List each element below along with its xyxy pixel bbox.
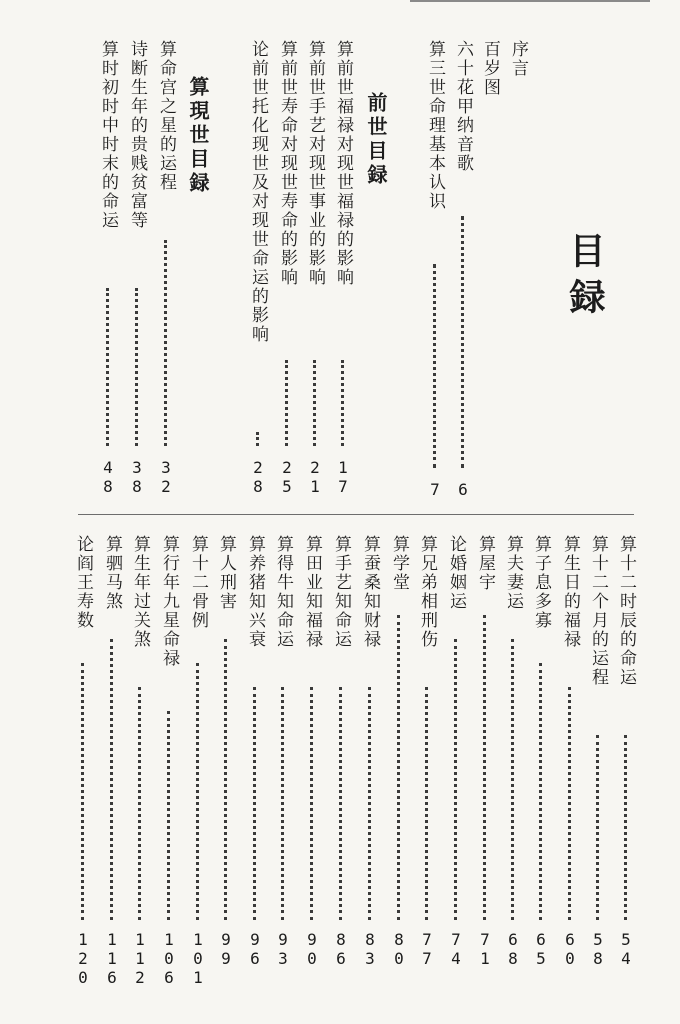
page-number: 1 1 6: [107, 930, 117, 987]
leader-dots: [224, 639, 227, 920]
toc-entry: [615, 535, 637, 990]
toc-entry: [158, 535, 180, 990]
page-number: 3 2: [161, 458, 171, 496]
toc-entry: [332, 40, 354, 518]
toc-entry-title: 算十二个月的运程: [588, 535, 608, 687]
toc-entry-title: 算屋宇: [475, 535, 495, 592]
toc-entry: [445, 535, 467, 990]
toc-entry: [101, 535, 123, 990]
leader-dots: [281, 687, 284, 920]
toc-entry-title: 算田业知福禄: [302, 535, 322, 649]
toc-entry-title: 算生年过关煞: [130, 535, 150, 649]
toc-entry: [359, 535, 381, 990]
toc-entry-title: 算生日的福禄: [560, 535, 580, 649]
page-number: 9 6: [250, 930, 260, 968]
page-number: 7 1: [480, 930, 490, 968]
leader-dots: [511, 639, 514, 920]
toc-entry: [72, 535, 94, 990]
toc-entry-title: 算得牛知命运: [273, 535, 293, 649]
leader-dots: [461, 216, 464, 468]
page-number: 3 8: [132, 458, 142, 496]
leader-dots: [313, 360, 316, 446]
leader-dots: [596, 735, 599, 920]
toc-entry-title: 论前世托化现世及对现世命运的影响: [248, 40, 268, 344]
toc-entry: [247, 40, 269, 518]
page-number: 6 5: [536, 930, 546, 968]
toc-entry: [474, 535, 496, 990]
toc-entry: [129, 535, 151, 990]
page-number: 5 8: [593, 930, 603, 968]
toc-entry-title: 算前世寿命对现世寿命的影响: [277, 40, 297, 287]
toc-entry: [530, 535, 552, 990]
page-number: 8 6: [336, 930, 346, 968]
leader-dots: [454, 639, 457, 920]
leader-dots: [425, 687, 428, 920]
page-number: 7: [430, 480, 440, 499]
page-number: 9 9: [221, 930, 231, 968]
page-number: 6: [458, 480, 468, 499]
toc-entry-title: 诗断生年的贵贱贫富等: [127, 40, 147, 230]
page-number: 1 0 1: [193, 930, 203, 987]
leader-dots: [253, 687, 256, 920]
toc-entry: [559, 535, 581, 990]
toc-entry: [304, 40, 326, 518]
page-number: 7 4: [451, 930, 461, 968]
toc-entry-title: 序言: [508, 40, 528, 78]
page-number: 4 8: [103, 458, 113, 496]
toc-entry: [187, 535, 209, 990]
leader-dots: [433, 264, 436, 468]
toc-entry: [126, 40, 148, 518]
toc-entry: [388, 535, 410, 990]
toc-entry-title: 算行年九星命禄: [159, 535, 179, 668]
toc-entry-title: 算三世命理基本认识: [425, 40, 445, 211]
toc-entry-title: 算驷马煞: [102, 535, 122, 611]
leader-dots: [368, 687, 371, 920]
leader-dots: [167, 711, 170, 920]
scan-edge-line: [410, 0, 650, 2]
page-number: 9 3: [278, 930, 288, 968]
page-number: 1 2 0: [78, 930, 88, 987]
page-number: 2 1: [310, 458, 320, 496]
leader-dots: [135, 288, 138, 446]
toc-entry-title: 算养猪知兴衰: [245, 535, 265, 649]
toc-entry-title: 论婚姻运: [446, 535, 466, 611]
leader-dots: [483, 615, 486, 920]
leader-dots: [397, 615, 400, 920]
page-number: 9 0: [307, 930, 317, 968]
toc-entry: [330, 535, 352, 990]
toc-entry: [424, 40, 446, 540]
toc-entry: [416, 535, 438, 990]
present-life-heading: 算現世目録: [186, 76, 210, 196]
page-number: 5 4: [621, 930, 631, 968]
leader-dots: [624, 735, 627, 920]
leader-dots: [110, 639, 113, 920]
page-number: 2 5: [282, 458, 292, 496]
toc-entry-title: 算前世手艺对现世事业的影响: [305, 40, 325, 287]
leader-dots: [256, 432, 259, 446]
toc-entry-title: 论阎王寿数: [73, 535, 93, 630]
page-number: 7 7: [422, 930, 432, 968]
toc-entry-title: 算时初时中时末的命运: [98, 40, 118, 230]
toc-entry-title: 算兄弟相刑伤: [417, 535, 437, 649]
toc-entry-title: 算学堂: [389, 535, 409, 592]
toc-entry-title: 算十二骨例: [188, 535, 208, 630]
toc-entry-title: 算夫妻运: [503, 535, 523, 611]
leader-dots: [310, 687, 313, 920]
page-number: 6 8: [508, 930, 518, 968]
leader-dots: [196, 663, 199, 920]
toc-entry-title: 算蚕桑知财禄: [360, 535, 380, 649]
leader-dots: [339, 687, 342, 920]
toc-title: 目録: [564, 232, 605, 324]
toc-entry: [452, 40, 474, 540]
page-number: 6 0: [565, 930, 575, 968]
toc-entry: [507, 40, 529, 540]
past-life-heading: 前世目録: [364, 92, 388, 188]
leader-dots: [164, 240, 167, 446]
leader-dots: [138, 687, 141, 920]
leader-dots: [341, 360, 344, 446]
page-number: 8 0: [394, 930, 404, 968]
toc-entry-title: 算十二时辰的命运: [616, 535, 636, 687]
toc-entry: [244, 535, 266, 990]
toc-entry-title: 算前世福禄对现世福禄的影响: [333, 40, 353, 287]
toc-entry: [301, 535, 323, 990]
toc-entry-title: 百岁图: [480, 40, 500, 97]
toc-entry: [479, 40, 501, 540]
page-number: 1 1 2: [135, 930, 145, 987]
leader-dots: [539, 663, 542, 920]
toc-entry-title: 算命宫之星的运程: [156, 40, 176, 192]
toc-entry: [502, 535, 524, 990]
toc-entry: [272, 535, 294, 990]
toc-entry-title: 六十花甲纳音歌: [453, 40, 473, 173]
page-number: 1 7: [338, 458, 348, 496]
leader-dots: [568, 687, 571, 920]
toc-entry-title: 算手艺知命运: [331, 535, 351, 649]
toc-entry: [97, 40, 119, 518]
leader-dots: [106, 288, 109, 446]
toc-entry: [215, 535, 237, 990]
page-number: 2 8: [253, 458, 263, 496]
toc-entry: [276, 40, 298, 518]
page-number: 8 3: [365, 930, 375, 968]
toc-entry: [155, 40, 177, 518]
toc-entry: [587, 535, 609, 990]
leader-dots: [81, 663, 84, 920]
leader-dots: [285, 360, 288, 446]
page-number: 1 0 6: [164, 930, 174, 987]
toc-entry-title: 算人刑害: [216, 535, 236, 611]
toc-entry-title: 算子息多寡: [531, 535, 551, 630]
